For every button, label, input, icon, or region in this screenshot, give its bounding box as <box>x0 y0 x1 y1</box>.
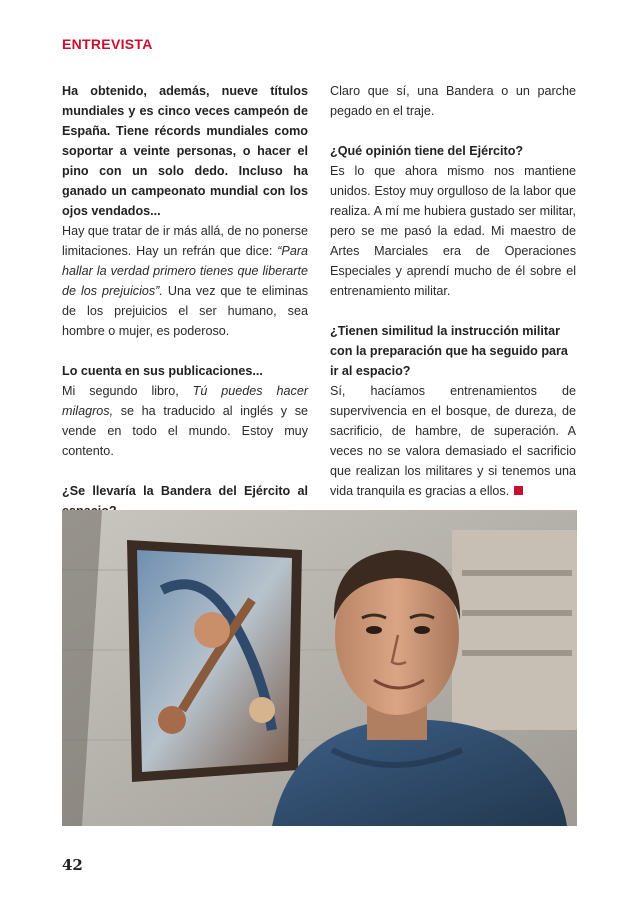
right-column <box>330 81 576 501</box>
photo-illustration <box>62 510 577 826</box>
question-1: Ha obtenido, además, nueve títulos mundiales y es cinco veces campeón de España. Tiene récords mundiales como soportar a veinte personas, o hacer el pino con un solo dedo. Incluso ha ganado un campeonato mundial con los ojos vendados... <box>62 84 308 218</box>
question-4: ¿Qué opinión tiene del Ejército? <box>330 144 524 158</box>
page-number: 42 <box>62 856 83 874</box>
book-title: Tú puedes hacer milagros, <box>62 384 309 418</box>
answer-2: Mi segundo libro, Tú puedes hacer milagros, se ha traducido al inglés y se vende en todo el mundo. Estoy muy contento. <box>62 384 309 458</box>
answer-5: Sí, hacíamos entrenamientos de supervivencia en el bosque, de dureza, de sacrificio, de hambre, de superación. A veces no se valora demasiado el sacrificio que realizan los militares y si tenemos una vida tranquila es gracias a ellos. <box>330 384 576 498</box>
interview-photo <box>62 510 577 826</box>
left-column <box>62 81 308 521</box>
question-2: Lo cuenta en sus publicaciones... <box>62 364 263 378</box>
answer-3: Claro que sí, una Bandera o un parche pegado en el traje. <box>330 84 576 118</box>
end-mark-icon <box>514 486 523 495</box>
section-label: ENTREVISTA <box>62 36 153 52</box>
question-5: ¿Tienen similitud la instrucción militar con la preparación que ha seguido para ir al espacio? <box>330 324 568 378</box>
quote-text: “Para hallar la verdad primero tienes que liberarte de los prejuicios”. <box>62 244 309 298</box>
question-3: ¿Se llevaría la Bandera del Ejército al <box>62 484 308 498</box>
answer-1: Hay que tratar de ir más allá, de no ponerse limitaciones. Hay un refrán que dice: “Para hallar la verdad primero tienes que liberarte de los prejuicios”. Una vez que te eliminas de los prejuicios el ser humano, sea hombre o mujer, es poderoso. <box>62 224 309 338</box>
answer-4: Es lo que ahora mismo nos mantiene unidos. Estoy muy orgulloso de la labor que realiza. A mí me hubiera gustado ser militar, pero se me pasó la edad. Mi maestro de Artes Marciales era de Operaciones Especiales y aprendí mucho de él sobre el entrenamiento militar. <box>330 164 576 298</box>
